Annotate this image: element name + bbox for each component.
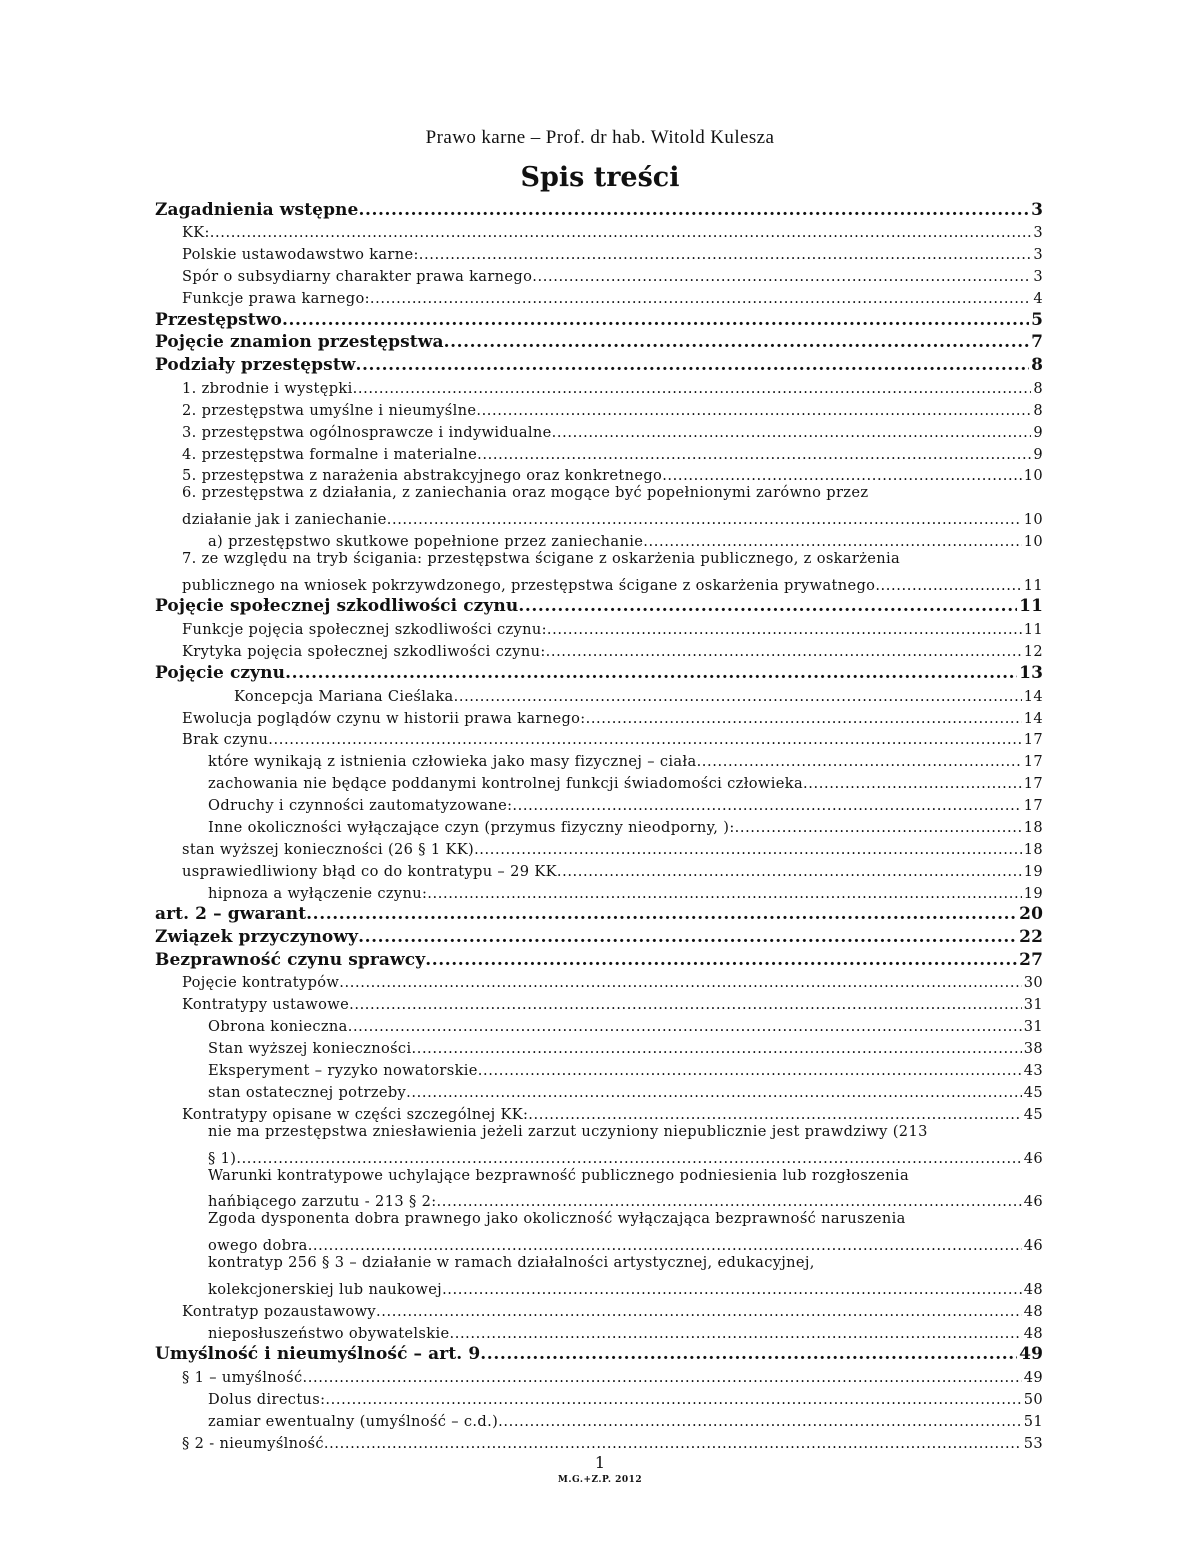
toc-entry-label: nieposłuszeństwo obywatelskie — [208, 1324, 450, 1342]
dot-leader — [512, 797, 1021, 814]
toc-entry[interactable] — [155, 638, 1043, 660]
dot-leader — [532, 268, 1031, 285]
toc-entry[interactable] — [155, 330, 1043, 353]
toc-entry-page: 10 — [1023, 467, 1043, 485]
toc-entry-label: publicznego na wniosek pokrzywdzonego, przestępstwa ścigane z oskarżenia prywatnego — [182, 576, 876, 594]
toc-entry[interactable] — [155, 991, 1043, 1013]
toc-entry[interactable] — [155, 1320, 1043, 1342]
dot-leader — [442, 1281, 1022, 1298]
toc-entry[interactable] — [155, 947, 1043, 970]
dot-leader — [406, 1084, 1022, 1101]
toc-entry-page: 20 — [1019, 904, 1043, 925]
dot-leader — [449, 1325, 1021, 1342]
page-number: 1 — [594, 1453, 606, 1472]
toc-entry-label: Dolus directus: — [208, 1391, 326, 1409]
dot-leader — [552, 424, 1032, 441]
toc-entry[interactable] — [155, 572, 1043, 594]
toc-entry[interactable] — [155, 375, 1043, 397]
dot-leader — [662, 467, 1022, 484]
toc-entry-label: Podziały przestępstw — [155, 354, 356, 375]
toc-entry[interactable] — [155, 441, 1043, 463]
toc-entry[interactable] — [155, 836, 1043, 858]
dot-leader — [303, 1369, 1022, 1386]
toc-entry-page: 46 — [1023, 1149, 1043, 1167]
toc-entry-label: Pojęcie społecznej szkodliwości czynu — [155, 596, 519, 617]
dot-leader — [528, 1106, 1021, 1123]
toc-entry[interactable] — [155, 924, 1043, 947]
dot-leader — [477, 446, 1031, 463]
toc-entry-label: Pojęcie znamion przestępstwa — [155, 332, 444, 353]
dot-leader — [498, 1413, 1022, 1430]
toc-entry[interactable] — [155, 970, 1043, 992]
toc-entry[interactable] — [155, 419, 1043, 441]
toc-entry[interactable] — [155, 880, 1043, 902]
table-of-contents — [155, 197, 1043, 1452]
dot-leader — [480, 1344, 1017, 1364]
toc-entry-page: 5 — [1031, 309, 1043, 330]
toc-entry-line[interactable]: 6. przestępstwa z działania, z zaniechania oraz mogące być popełnionymi zarówno przez — [182, 484, 869, 502]
toc-entry-page: 10 — [1023, 511, 1043, 529]
toc-entry-page: 27 — [1019, 949, 1043, 970]
toc-entry-label: Polskie ustawodawstwo karne: — [182, 246, 419, 264]
dot-leader — [370, 290, 1031, 307]
toc-entry-page: 9 — [1033, 423, 1043, 441]
toc-entry[interactable] — [155, 1298, 1043, 1320]
dot-leader — [285, 663, 1017, 683]
toc-entry-page: 17 — [1023, 775, 1043, 793]
toc-entry-label: Spór o subsydiarny charakter prawa karnego — [182, 268, 533, 286]
toc-entry[interactable] — [155, 263, 1043, 285]
toc-entry-label: § 2 - nieumyślność — [182, 1434, 324, 1452]
toc-entry[interactable] — [155, 1145, 1043, 1167]
dot-leader — [697, 753, 1022, 770]
toc-entry-line[interactable]: 7. ze względu na tryb ścigania: przestępstwa ścigane z oskarżenia publicznego, z oskarżenia — [182, 550, 901, 568]
toc-entry-page: 45 — [1023, 1105, 1043, 1123]
toc-entry[interactable] — [155, 1430, 1043, 1452]
toc-entry[interactable] — [155, 660, 1043, 683]
toc-entry-page: 3 — [1033, 224, 1043, 242]
dot-leader — [875, 577, 1021, 594]
toc-entry-label: hańbiącego zarzutu - 213 § 2: — [208, 1193, 437, 1211]
toc-entry[interactable] — [155, 241, 1043, 263]
dot-leader — [268, 731, 1021, 748]
dot-leader — [547, 621, 1022, 638]
toc-entry[interactable] — [155, 220, 1043, 242]
toc-entry-page: 3 — [1033, 246, 1043, 264]
dot-leader — [236, 1150, 1021, 1167]
toc-entry-label: 5. przestępstwa z narażenia abstrakcyjnego oraz konkretnego — [182, 467, 663, 485]
toc-entry-page: 18 — [1023, 840, 1043, 858]
toc-entry-page: 11 — [1023, 621, 1043, 639]
dot-leader — [803, 775, 1022, 792]
toc-entry-page: 17 — [1023, 731, 1043, 749]
toc-entry-label: Odruchy i czynności zautomatyzowane: — [208, 797, 513, 815]
toc-entry-page: 3 — [1033, 268, 1043, 286]
toc-entry[interactable] — [155, 792, 1043, 814]
toc-entry-page: 31 — [1023, 1018, 1043, 1036]
dot-leader — [643, 533, 1021, 550]
toc-entry-page: 11 — [1023, 576, 1043, 594]
toc-entry-page: 45 — [1023, 1083, 1043, 1101]
toc-entry[interactable] — [155, 463, 1043, 485]
toc-entry-label: Pojęcie kontratypów — [182, 974, 340, 992]
dot-leader — [282, 310, 1029, 330]
toc-entry-page: 7 — [1031, 332, 1043, 353]
toc-entry-page: 19 — [1023, 884, 1043, 902]
toc-entry-label: stan wyższej konieczności (26 § 1 KK) — [182, 840, 475, 858]
toc-entry-line[interactable]: kontratyp 256 § 3 – działanie w ramach działalności artystycznej, edukacyjnej, — [208, 1254, 815, 1272]
toc-entry-label: Pojęcie czynu — [155, 662, 286, 683]
toc-entry[interactable] — [155, 902, 1043, 925]
toc-entry-label: które wynikają z istnienia człowieka jako masy fizycznej – ciała — [208, 753, 697, 771]
toc-entry-page: 48 — [1023, 1324, 1043, 1342]
toc-entry[interactable] — [155, 1342, 1043, 1365]
toc-entry[interactable] — [155, 197, 1043, 220]
toc-entry[interactable] — [155, 858, 1043, 880]
toc-entry-label: a) przestępstwo skutkowe popełnione przez zaniechanie — [208, 533, 644, 551]
toc-entry[interactable] — [155, 814, 1043, 836]
dot-leader — [425, 950, 1017, 970]
toc-entry-label: zachowania nie będące poddanymi kontrolnej funkcji świadomości człowieka — [208, 775, 804, 793]
toc-entry-page: 49 — [1023, 1369, 1043, 1387]
toc-entry-page: 11 — [1019, 596, 1043, 617]
toc-entry[interactable] — [155, 1188, 1043, 1210]
toc-entry-label: 2. przestępstwa umyślne i nieumyślne — [182, 401, 477, 419]
toc-title: Spis treści — [520, 162, 680, 193]
toc-entry[interactable] — [155, 397, 1043, 419]
toc-entry-page: 10 — [1023, 533, 1043, 551]
toc-entry[interactable] — [155, 748, 1043, 770]
toc-entry-label: Obrona konieczna — [208, 1018, 348, 1036]
toc-entry-page: 3 — [1031, 199, 1043, 220]
toc-entry-page: 18 — [1023, 819, 1043, 837]
toc-entry-page: 48 — [1023, 1302, 1043, 1320]
toc-entry-page: 9 — [1033, 445, 1043, 463]
toc-entry-page: 8 — [1031, 354, 1043, 375]
toc-entry-label: Bezprawność czynu sprawcy — [155, 949, 426, 970]
toc-entry[interactable] — [155, 1276, 1043, 1298]
toc-entry[interactable] — [155, 1057, 1043, 1079]
footer-note: M.G.+Z.P. 2012 — [557, 1475, 643, 1485]
toc-entry-page: 31 — [1023, 996, 1043, 1014]
toc-entry[interactable] — [155, 616, 1043, 638]
toc-entry[interactable] — [155, 285, 1043, 307]
toc-entry-label: działanie jak i zaniechanie — [182, 511, 387, 529]
dot-leader — [444, 332, 1029, 352]
dot-leader — [478, 1062, 1022, 1079]
dot-leader — [557, 863, 1022, 880]
toc-entry-label: Stan wyższej konieczności — [208, 1040, 412, 1058]
toc-entry[interactable] — [155, 1101, 1043, 1123]
toc-entry[interactable] — [155, 1079, 1043, 1101]
toc-entry[interactable] — [155, 1386, 1043, 1408]
toc-entry-label: 3. przestępstwa ogólnosprawcze i indywidualne — [182, 423, 552, 441]
toc-entry-page: 12 — [1023, 643, 1043, 661]
dot-leader — [454, 688, 1022, 705]
dot-leader — [735, 819, 1022, 836]
toc-entry-label: 1. zbrodnie i występki — [182, 379, 353, 397]
dot-leader — [349, 996, 1022, 1013]
dot-leader — [348, 1018, 1022, 1035]
toc-entry[interactable] — [155, 1035, 1043, 1057]
document-header: Prawo karne – Prof. dr hab. Witold Kulesza — [425, 127, 775, 148]
dot-leader — [358, 927, 1017, 947]
toc-entry[interactable] — [155, 683, 1043, 705]
toc-entry-page: 50 — [1023, 1391, 1043, 1409]
toc-entry-label: kolekcjonerskiej lub naukowej — [208, 1280, 443, 1298]
toc-entry-page: 46 — [1023, 1193, 1043, 1211]
toc-entry-label: art. 2 – gwarant — [155, 904, 307, 925]
toc-entry-page: 19 — [1023, 862, 1043, 880]
toc-entry-label: Inne okoliczności wyłączające czyn (przymus fizyczny nieodporny, ): — [208, 819, 735, 837]
dot-leader — [474, 841, 1022, 858]
dot-leader — [411, 1040, 1021, 1057]
toc-entry[interactable] — [155, 1232, 1043, 1254]
toc-entry-label: Funkcje pojęcia społecznej szkodliwości czynu: — [182, 621, 547, 639]
toc-entry-page: 14 — [1023, 709, 1043, 727]
toc-entry-page: 43 — [1023, 1061, 1043, 1079]
toc-entry[interactable] — [155, 594, 1043, 617]
dot-leader — [306, 904, 1017, 924]
dot-leader — [376, 1303, 1022, 1320]
dot-leader — [308, 1237, 1022, 1254]
toc-entry-page: 38 — [1023, 1040, 1043, 1058]
dot-leader — [546, 643, 1022, 660]
dot-leader — [387, 511, 1022, 528]
dot-leader — [476, 402, 1031, 419]
dot-leader — [419, 246, 1032, 263]
toc-entry-page: 46 — [1023, 1237, 1043, 1255]
toc-entry[interactable] — [155, 770, 1043, 792]
toc-entry-label: Brak czynu — [182, 731, 269, 749]
toc-entry-page: 49 — [1019, 1344, 1043, 1365]
toc-entry-line[interactable]: nie ma przestępstwa zniesławienia jeżeli zarzut uczyniony niepublicznie jest prawdziwy (213 — [208, 1122, 928, 1140]
toc-entry-page: 51 — [1023, 1412, 1043, 1430]
toc-entry-label: Umyślność i nieumyślność – art. 9 — [155, 1344, 481, 1365]
dot-leader — [353, 380, 1032, 397]
toc-entry[interactable] — [155, 352, 1043, 375]
toc-entry-label: zamiar ewentualny (umyślność – c.d.) — [208, 1412, 499, 1430]
toc-entry-label: Funkcje prawa karnego: — [182, 290, 370, 308]
toc-entry-page: 53 — [1023, 1434, 1043, 1452]
toc-entry-label: usprawiedliwiony błąd co do kontratypu – 29 KK — [182, 862, 557, 880]
dot-leader — [325, 1391, 1021, 1408]
toc-entry-label: Eksperyment – ryzyko nowatorskie — [208, 1061, 478, 1079]
dot-leader — [339, 974, 1021, 991]
toc-entry-label: Kontratypy ustawowe — [182, 996, 350, 1014]
toc-entry-label: Kontratyp pozaustawowy — [182, 1302, 377, 1320]
toc-entry-label: Koncepcja Mariana Cieślaka — [234, 687, 454, 705]
toc-entry-page: 17 — [1023, 753, 1043, 771]
toc-entry-line[interactable]: Warunki kontratypowe uchylające bezprawność publicznego podniesienia lub rozgłoszenia — [208, 1166, 909, 1184]
toc-entry[interactable] — [155, 1364, 1043, 1386]
toc-entry[interactable] — [155, 506, 1043, 528]
toc-entry-page: 22 — [1019, 926, 1043, 947]
dot-leader — [324, 1435, 1022, 1452]
toc-entry-page: 30 — [1023, 974, 1043, 992]
toc-entry-label: Krytyka pojęcia społecznej szkodliwości czynu: — [182, 643, 546, 661]
toc-entry[interactable] — [155, 705, 1043, 727]
dot-leader — [427, 885, 1021, 902]
toc-entry-label: hipnoza a wyłączenie czynu: — [208, 884, 428, 902]
toc-entry-label: § 1) — [208, 1149, 237, 1167]
toc-entry[interactable] — [155, 1013, 1043, 1035]
dot-leader — [210, 224, 1032, 241]
toc-entry-line[interactable]: Zgoda dysponenta dobra prawnego jako okoliczność wyłączająca bezprawność naruszenia — [208, 1210, 906, 1228]
dot-leader — [586, 710, 1022, 727]
toc-entry-label: Przestępstwo — [155, 309, 282, 330]
toc-entry[interactable] — [155, 727, 1043, 749]
dot-leader — [518, 596, 1017, 616]
toc-entry[interactable] — [155, 528, 1043, 550]
toc-entry[interactable] — [155, 307, 1043, 330]
toc-entry-label: Zagadnienia wstępne — [155, 199, 359, 220]
dot-leader — [358, 200, 1029, 220]
toc-entry[interactable] — [155, 1408, 1043, 1430]
toc-entry-page: 8 — [1033, 401, 1043, 419]
toc-entry-page: 14 — [1023, 687, 1043, 705]
toc-entry-label: KK: — [182, 224, 210, 242]
toc-entry-label: Kontratypy opisane w części szczególnej KK: — [182, 1105, 529, 1123]
toc-entry-page: 17 — [1023, 797, 1043, 815]
toc-entry-page: 13 — [1019, 662, 1043, 683]
dot-leader — [356, 355, 1030, 375]
toc-entry-label: 4. przestępstwa formalne i materialne — [182, 445, 478, 463]
toc-entry-page: 8 — [1033, 379, 1043, 397]
toc-entry-label: owego dobra — [208, 1237, 308, 1255]
toc-entry-label: stan ostatecznej potrzeby — [208, 1083, 407, 1101]
toc-entry-page: 48 — [1023, 1280, 1043, 1298]
toc-entry-label: Związek przyczynowy — [155, 926, 359, 947]
toc-entry-label: § 1 – umyślność — [182, 1369, 303, 1387]
toc-entry-page: 4 — [1033, 290, 1043, 308]
dot-leader — [437, 1193, 1022, 1210]
toc-entry-label: Ewolucja poglądów czynu w historii prawa karnego: — [182, 709, 586, 727]
